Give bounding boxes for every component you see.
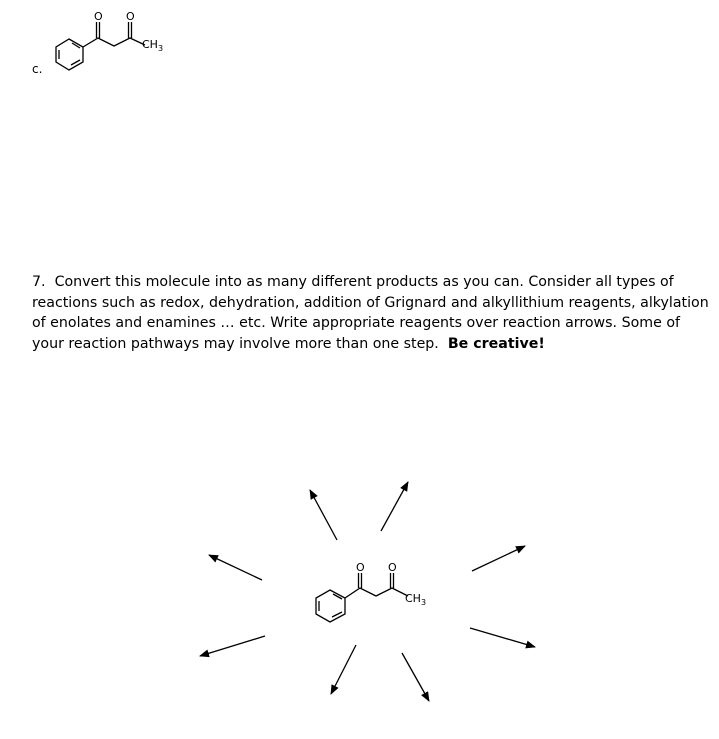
top-molecule <box>56 22 145 70</box>
question-7 <box>32 272 712 354</box>
question-text: Convert this molecule into as many different products as you can. Consider all types of reactions such as redox, dehydration, addition of Grignard and alkyllithium reagents, alkylation of enolates and enamines … etc. Write appropriate reagents over reaction arrows. Some of your reaction pathways may involve more than one step. <box>32 274 709 352</box>
center-methyl: $CH_3$ <box>405 592 427 607</box>
arrow-left-up <box>209 555 262 580</box>
arrow-down-right <box>402 653 429 701</box>
arrow-right-down <box>470 628 535 647</box>
question-emphasis: Be creative! <box>447 335 545 352</box>
center-molecule <box>316 573 408 622</box>
arrow-left-down <box>200 636 265 656</box>
question-number: 7. <box>32 274 46 290</box>
top-oxygen-1: O <box>94 10 103 23</box>
top-oxygen-2: O <box>126 10 135 23</box>
center-oxygen-1: O <box>356 561 365 574</box>
arrow-right-up <box>472 546 525 571</box>
part-label: c. <box>32 62 43 76</box>
top-methyl: $CH_3$ <box>142 38 164 53</box>
arrow-down-left <box>331 645 356 694</box>
arrow-up-right <box>381 482 408 531</box>
arrow-up-left <box>310 490 337 540</box>
center-oxygen-2: O <box>388 561 397 574</box>
